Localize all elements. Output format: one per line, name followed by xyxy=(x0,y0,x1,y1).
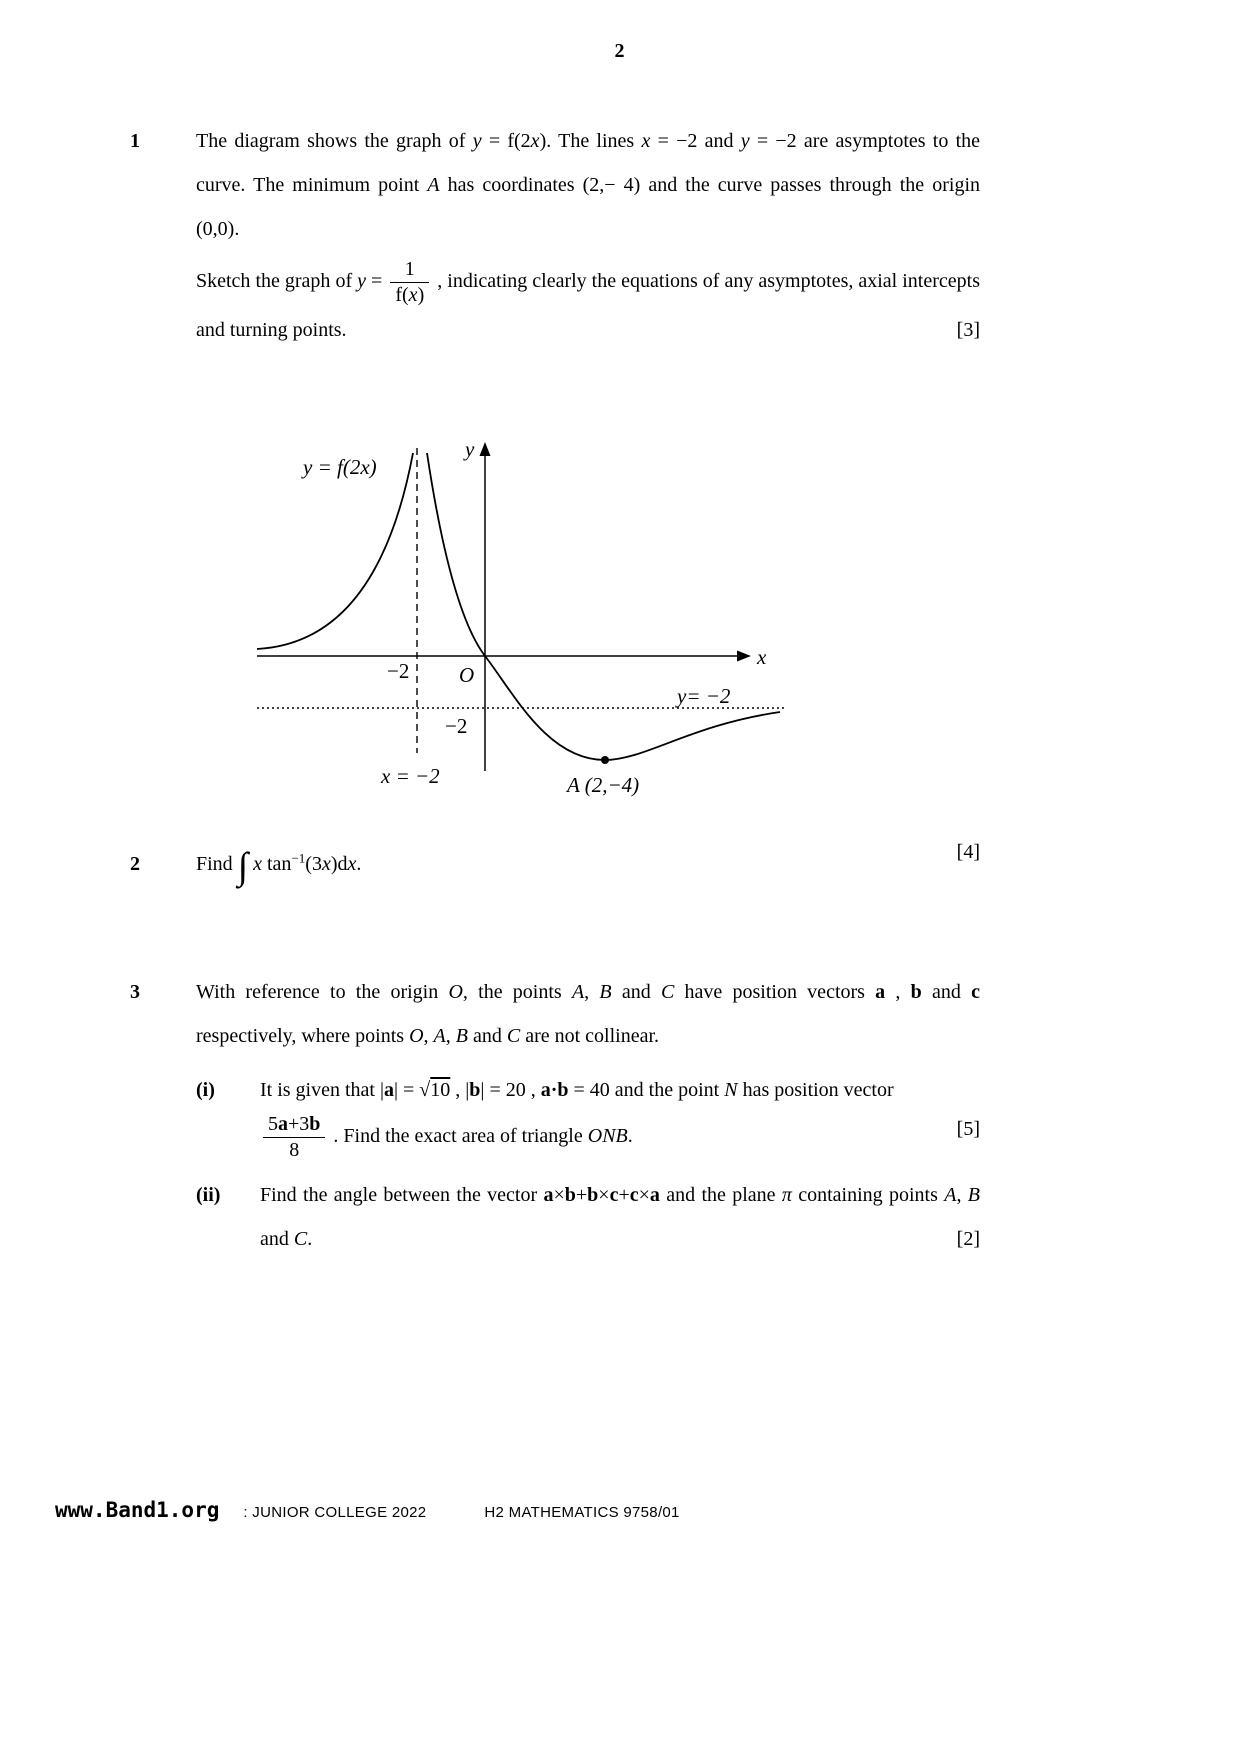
question-2-text: Find ∫ x $\tan^{-1}(3x)dx$. xyxy=(196,845,362,888)
minimum-point-label: A (2,−4) xyxy=(567,773,640,797)
fraction: $\frac{5a+3b}{8}$ xyxy=(263,1112,325,1163)
question-2-paragraph xyxy=(196,842,980,886)
y-tick-label: −2 xyxy=(445,714,468,738)
part-i-text: It is given that |a| = √10 , |b| = 20 , a·b = 40 and the point N has position vector $\frac{5a+3b}{8}$ . Find the exact area of triangle ONB. xyxy=(260,1079,894,1161)
curve-equation-label: y = f(2x) xyxy=(303,455,377,479)
x-axis-label: x xyxy=(757,645,767,669)
question-2-number: 2 xyxy=(130,853,140,875)
footer-site-name: www.Band1.org xyxy=(55,1498,220,1522)
question-1-paragraph-2-text: Sketch the graph of y = $\frac{1}{f(x)}$ , indicating clearly the equations of any asymptotes, axial intercepts and turning points. xyxy=(196,258,980,341)
question-2-body xyxy=(196,842,980,886)
part-i-label: (i) xyxy=(196,1079,215,1101)
graph-svg xyxy=(245,426,805,816)
question-3-part-i xyxy=(196,1068,980,1163)
part-ii-mark: [2] xyxy=(956,1228,980,1250)
curve-left-branch xyxy=(257,453,413,649)
page-content xyxy=(0,119,1239,1261)
x-axis-arrow-icon xyxy=(737,651,751,662)
footer-paper-label: H2 MATHEMATICS 9758/01 xyxy=(484,1504,680,1521)
question-1-number: 1 xyxy=(130,130,140,152)
page-number: 2 xyxy=(614,40,625,62)
part-ii-body xyxy=(260,1173,980,1261)
horizontal-asymptote-label: y= −2 xyxy=(677,684,731,708)
question-1-paragraph-1: The diagram shows the graph of y = f(2x). The lines x = −2 and y = −2 are asymptotes to the curve. The minimum point A has coordinates (2,− 4) and the curve passes through the origin (0,0). xyxy=(196,130,981,240)
y-axis-label: y xyxy=(465,437,475,461)
question-3-intro: With reference to the origin O, the points A, B and C have position vectors a , b and c respectively, where points O, A, B and C are not collinear. xyxy=(196,981,980,1047)
y-axis-arrow-icon xyxy=(480,442,491,456)
x-tick-label: −2 xyxy=(387,659,410,683)
fraction: $\frac{1}{f(x)}$ xyxy=(390,257,429,308)
question-1 xyxy=(130,119,980,816)
footer-college-label: : JUNIOR COLLEGE 2022 xyxy=(243,1504,427,1521)
page-footer xyxy=(55,1498,680,1522)
minimum-point-dot xyxy=(601,756,609,764)
question-1-body xyxy=(196,119,980,816)
question-3-part-ii xyxy=(196,1173,980,1261)
question-3-body xyxy=(196,970,980,1261)
origin-label: O xyxy=(459,663,475,687)
question-3 xyxy=(130,970,980,1261)
part-ii-text: Find the angle between the vector a×b+b×c+c×a and the plane π containing points A, B and C. xyxy=(260,1184,981,1250)
question-3-number: 3 xyxy=(130,981,140,1003)
vertical-asymptote-label: x = −2 xyxy=(381,764,440,788)
part-i-body xyxy=(260,1068,980,1163)
curve-right-branch xyxy=(427,453,780,760)
question-1-paragraph-2 xyxy=(196,257,980,352)
question-1-mark: [3] xyxy=(956,319,980,341)
part-i-mark: [5] xyxy=(956,1118,980,1140)
question-2 xyxy=(130,842,980,886)
part-ii-label: (ii) xyxy=(196,1184,221,1206)
graph-figure xyxy=(245,426,980,816)
question-2-mark: [4] xyxy=(956,841,980,863)
